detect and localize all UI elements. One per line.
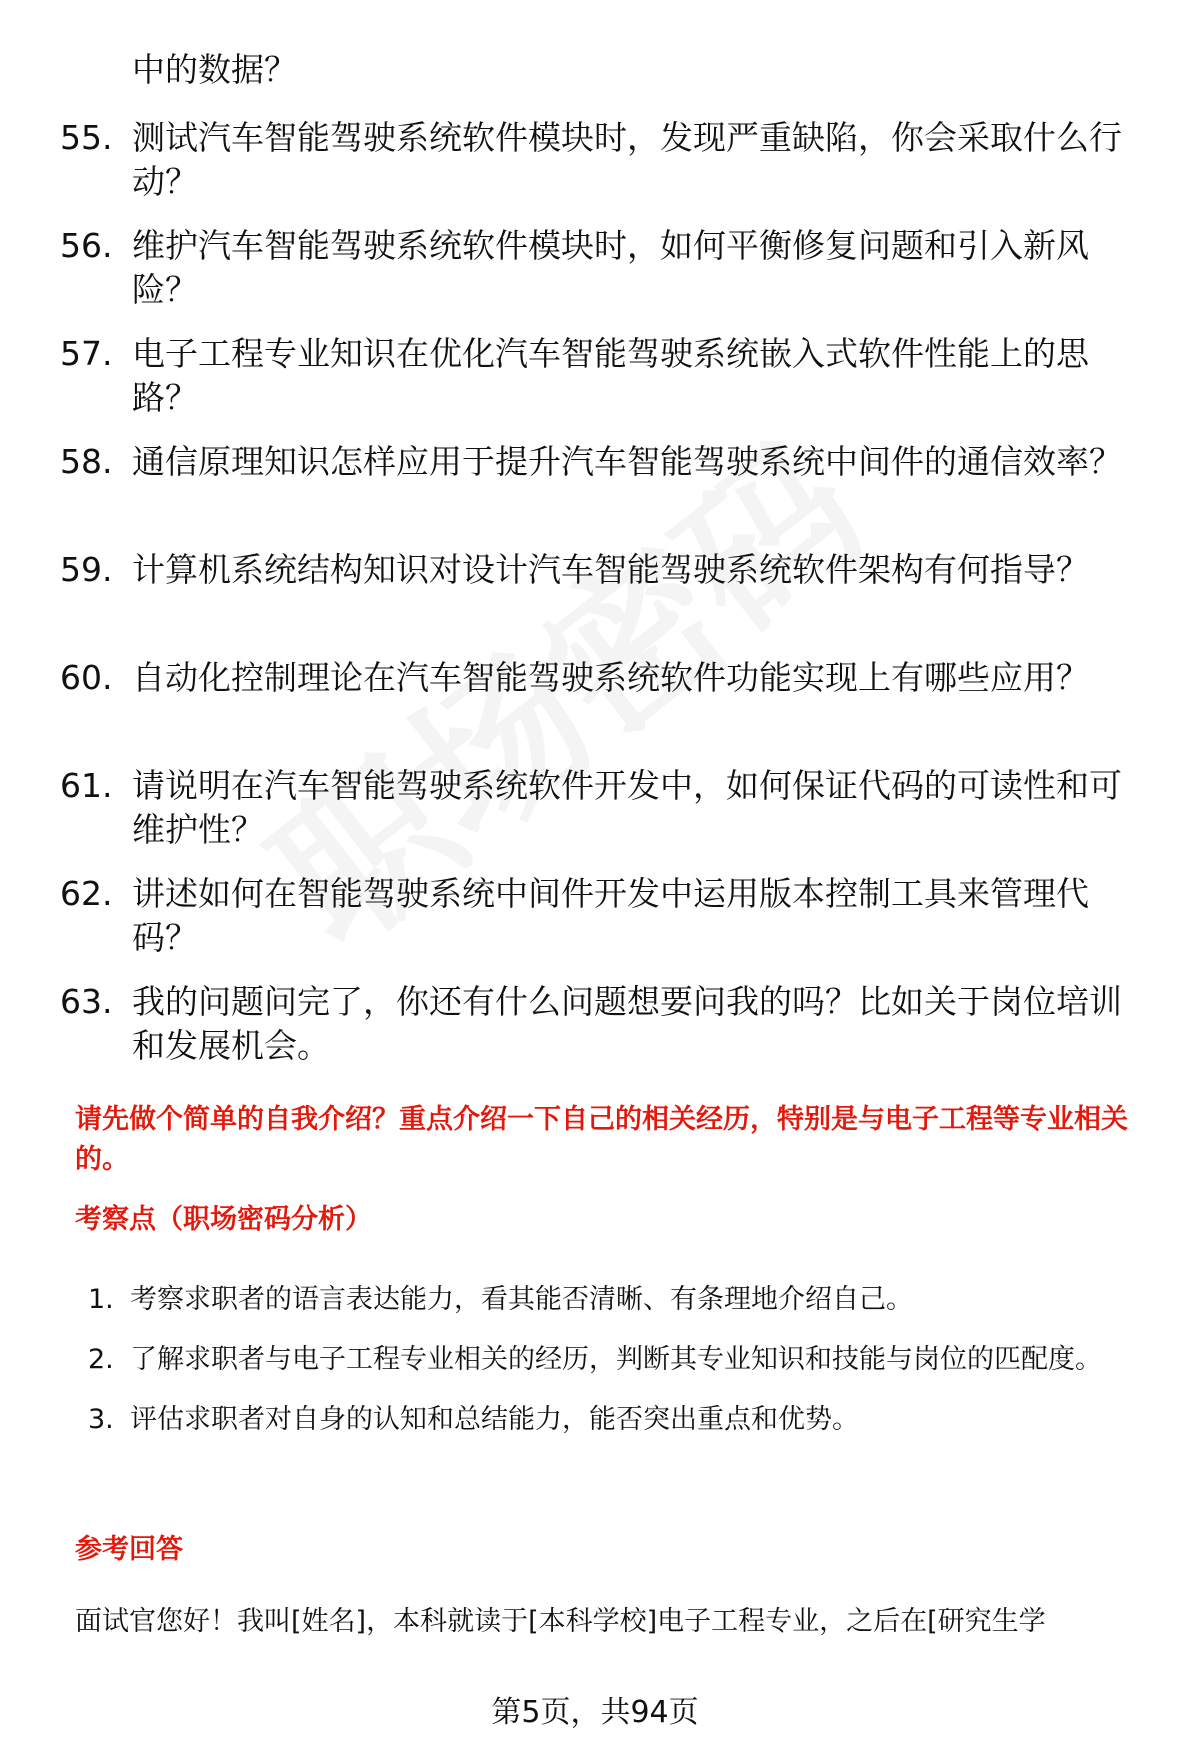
question-text: 我的问题问完了，你还有什么问题想要问我的吗？比如关于岗位培训和发展机会。 xyxy=(132,982,1122,1065)
assessment-point xyxy=(88,1330,1163,1390)
question-text: 请说明在汽车智能驾驶系统软件开发中，如何保证代码的可读性和可维护性？ xyxy=(132,766,1122,849)
point-number: 1. xyxy=(88,1284,114,1315)
question-number: 58. xyxy=(60,442,113,481)
assessment-heading: 考察点（职场密码分析） xyxy=(75,1204,372,1235)
question-number: 63. xyxy=(60,982,113,1021)
question-item xyxy=(60,980,1150,1088)
question-number: 59. xyxy=(60,550,113,589)
question-number: 55. xyxy=(60,118,113,157)
assessment-point xyxy=(88,1390,1163,1450)
question-text: 讲述如何在智能驾驶系统中间件开发中运用版本控制工具来管理代码？ xyxy=(132,874,1089,957)
question-item xyxy=(60,872,1150,980)
featured-question: 请先做个简单的自我介绍？重点介绍一下自己的相关经历，特别是与电子工程等专业相关的。 xyxy=(75,1104,1128,1175)
question-continuation: 中的数据？ xyxy=(132,50,297,89)
question-text: 自动化控制理论在汽车智能驾驶系统软件功能实现上有哪些应用？ xyxy=(132,658,1089,697)
point-number: 2. xyxy=(88,1344,114,1375)
page-footer: 第5页，共94页 xyxy=(491,1695,699,1730)
assessment-point xyxy=(88,1270,1163,1330)
question-item xyxy=(60,656,1150,764)
question-list xyxy=(60,116,1150,1088)
question-item xyxy=(60,116,1150,224)
question-number: 57. xyxy=(60,334,113,373)
point-text: 了解求职者与电子工程专业相关的经历，判断其专业知识和技能与岗位的匹配度。 xyxy=(130,1344,1102,1375)
question-number: 56. xyxy=(60,226,113,265)
question-item xyxy=(60,224,1150,332)
question-item xyxy=(60,440,1150,548)
answer-heading: 参考回答 xyxy=(75,1534,183,1565)
point-text: 考察求职者的语言表达能力，看其能否清晰、有条理地介绍自己。 xyxy=(130,1284,913,1315)
assessment-list xyxy=(88,1270,1163,1450)
question-text: 计算机系统结构知识对设计汽车智能驾驶系统软件架构有何指导？ xyxy=(132,550,1089,589)
point-text: 评估求职者对自身的认知和总结能力，能否突出重点和优势。 xyxy=(130,1404,859,1435)
question-number: 62. xyxy=(60,874,113,913)
question-text: 通信原理知识怎样应用于提升汽车智能驾驶系统中间件的通信效率？ xyxy=(132,442,1122,481)
point-number: 3. xyxy=(88,1404,114,1435)
question-number: 60. xyxy=(60,658,113,697)
question-number: 61. xyxy=(60,766,113,805)
question-item xyxy=(60,764,1150,872)
question-item xyxy=(60,548,1150,656)
answer-text: 面试官您好！我叫[姓名]，本科就读于[本科学校]电子工程专业，之后在[研究生学 xyxy=(75,1606,1046,1637)
question-item xyxy=(60,332,1150,440)
question-text: 测试汽车智能驾驶系统软件模块时，发现严重缺陷，你会采取什么行动？ xyxy=(132,118,1122,201)
question-text: 电子工程专业知识在优化汽车智能驾驶系统嵌入式软件性能上的思路？ xyxy=(132,334,1089,417)
question-text: 维护汽车智能驾驶系统软件模块时，如何平衡修复问题和引入新风险？ xyxy=(132,226,1089,309)
